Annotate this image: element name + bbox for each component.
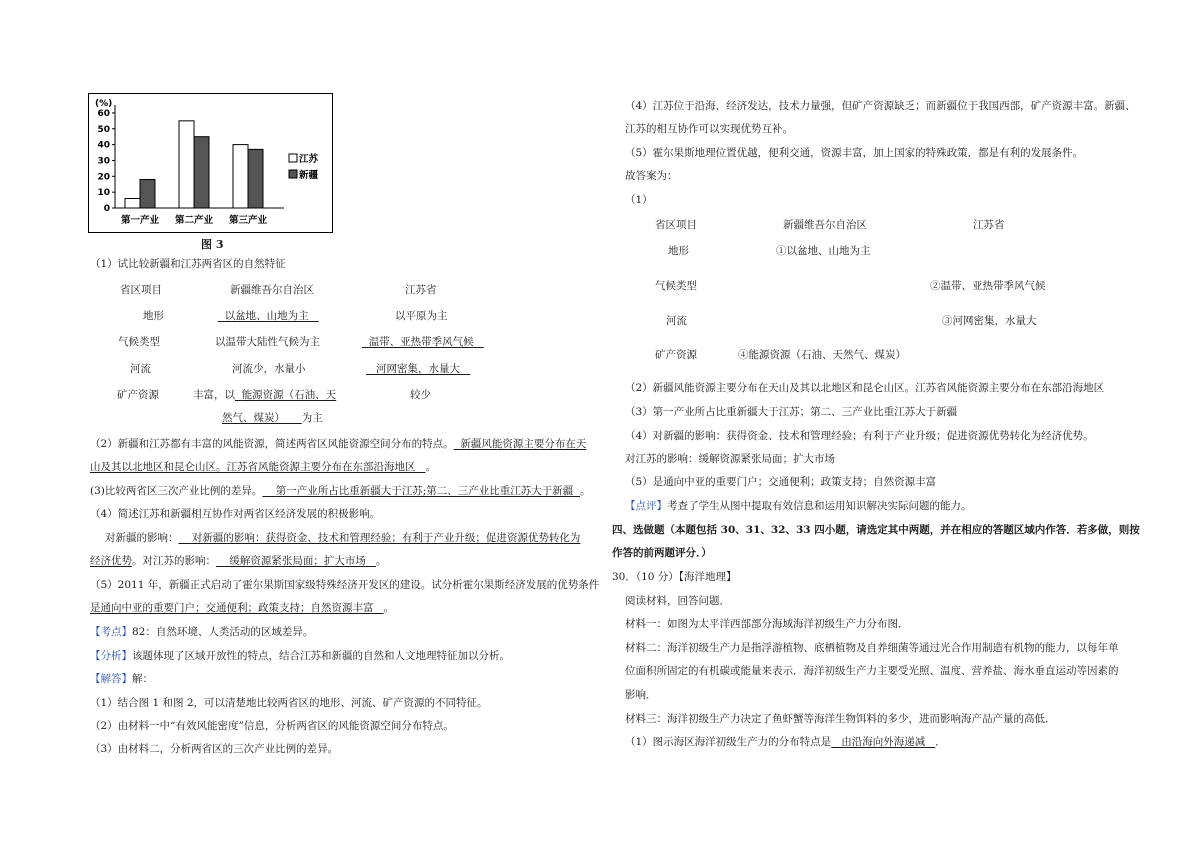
r-table-r1a: 地形 <box>668 245 689 257</box>
kaodian: 【考点】82：自然环境、人类活动的区域差异。 <box>90 626 314 638</box>
legend-label: 江苏 <box>299 154 319 165</box>
table-header-item: 省区项目 <box>120 284 162 296</box>
r-answer-5: （5）是通向中亚的重要门户；交通便利；政策支持；自然资源丰富 <box>625 476 937 488</box>
r-table-h1: 省区项目 <box>655 219 697 231</box>
table-header-xinjiang: 新疆维吾尔自治区 <box>230 284 314 296</box>
question-4-jiangsu: 经济优势。对江苏的影响： 缓解资源紧张局面；扩大市场 。 <box>90 555 387 567</box>
jieda: 【解答】解： <box>90 673 153 685</box>
material-1: 材料一：如图为太平洋西部部分海域海洋初级生产力分布图． <box>625 618 909 630</box>
read-instruction: 阅读材料，回答问题． <box>625 595 730 607</box>
section-4-title-cont: 作答的前两题评分．） <box>612 547 712 559</box>
r-table-r4a: 矿产资源 <box>655 349 697 361</box>
row-terrain-label: 地形 <box>143 310 164 322</box>
bar-jiangsu <box>179 121 194 208</box>
y-tick-label: 30 <box>97 156 110 167</box>
question-30-1: （1）图示海区海洋初级生产力的分布特点是 由沿海向外海递减 ． <box>625 736 946 748</box>
bar-xinjiang <box>194 137 209 208</box>
r-answer-4: （4）对新疆的影响：获得资金、技术和管理经验；有利于产业升级；促进资源优势转化为经济优势。 <box>625 430 1094 442</box>
answer-2: （2）由材料一中“有效风能密度”信息，分析两省区的风能资源空间分布特点。 <box>90 720 454 732</box>
row-terrain-xinjiang: 以盆地、山地为主 <box>224 310 309 322</box>
row-river-xinjiang: 河流少，水量小 <box>232 363 306 375</box>
question-5-answer: 是通向中亚的重要门户；交通便利；政策支持；自然资源丰富 。 <box>90 602 395 614</box>
row-mineral-jiangsu: 较少 <box>410 389 431 401</box>
row-river-label: 河流 <box>130 363 151 375</box>
x-category-label: 第三产业 <box>228 215 268 226</box>
material-2-line2: 位面积所固定的有机碳或能量来表示．海洋初级生产力主要受光照、温度、营养盐、海水垂直运动等因素的 <box>625 665 1119 677</box>
row-climate-xinjiang: 以温带大陆性气候为主 <box>215 336 320 348</box>
y-tick-label: 20 <box>97 172 110 183</box>
question-30: 30．（10 分）【海洋地理】 <box>612 571 737 583</box>
y-tick-label: 10 <box>97 188 110 199</box>
material-2-line3: 影响． <box>625 689 657 701</box>
r-answer-1: （1） <box>625 194 653 206</box>
y-tick-label: 50 <box>97 124 110 135</box>
bar-xinjiang <box>248 149 263 208</box>
r-table-r1b: ①以盆地、山地为主 <box>776 245 871 257</box>
r-table-h2: 新疆维吾尔自治区 <box>783 219 867 231</box>
bar-xinjiang <box>140 179 155 208</box>
bar-jiangsu <box>125 198 140 208</box>
row-mineral-label: 矿产资源 <box>117 389 159 401</box>
section-4-title: 四、选做题（本题包括 30、31、32、33 四小题，请选定其中两题，并在相应的答题区域内作答．若多做，则按 <box>612 524 1140 536</box>
row-climate-jiangsu: 温带、亚热带季风气候 <box>368 336 474 348</box>
question-1: （1）试比较新疆和江苏两省区的自然特征 <box>90 258 286 270</box>
question-5: （5）2011 年，新疆正式启动了霍尔果斯国家级特殊经济开发区的建设。试分析霍尔果斯经济发展的优势条件 <box>90 579 600 591</box>
table-header-jiangsu: 江苏省 <box>405 284 437 296</box>
x-category-label: 第一产业 <box>120 215 160 226</box>
question-3: (3)比较两省区三次产业比例的差异。 第一产业所占比重新疆大于江苏;第二、三产业比重江苏大于新疆 。 <box>90 485 591 497</box>
chart-svg <box>89 94 332 232</box>
y-tick-label: 0 <box>103 204 110 214</box>
material-3: 材料三：海洋初级生产力决定了鱼虾蟹等海洋生物饵料的多少，进而影响海产品产量的高低． <box>625 713 1056 725</box>
r-table-r4b: ④能源资源（石油、天然气、煤炭） <box>738 349 906 361</box>
bar-jiangsu <box>233 145 248 208</box>
r-line-3: （5）霍尔果斯地理位置优越，便利交通，资源丰富，加上国家的特殊政策，都是有利的发展条件。 <box>625 147 1084 159</box>
legend-swatch <box>289 154 297 162</box>
material-2-line1: 材料二：海洋初级生产力是指浮游植物、底栖植物及自养细菌等通过光合作用制造有机物的能力，以每年单 <box>625 642 1119 654</box>
r-table-r2b: ②温带、亚热带季风气候 <box>930 280 1046 292</box>
r-table-r3b: ③河网密集，水量大 <box>942 315 1037 327</box>
question-2-answer: 山及其以北地区和昆仑山区。江苏省风能资源主要分布在东部沿海地区 。 <box>90 461 437 473</box>
row-climate-label: 气候类型 <box>118 336 160 348</box>
figure-label: 图 3 <box>201 238 224 251</box>
question-4-xinjiang: 对新疆的影响： 对新疆的影响：获得资金、技术和管理经验；有利于产业升级；促进资源优势转化为 <box>105 532 581 544</box>
row-terrain-jiangsu: 以平原为主 <box>395 310 448 322</box>
legend-swatch <box>289 170 297 178</box>
legend-label: 新疆 <box>299 170 319 181</box>
row-river-jiangsu: 河网密集，水量大 <box>376 363 461 375</box>
x-category-label: 第二产业 <box>174 215 214 226</box>
industry-bar-chart <box>88 93 333 233</box>
row-mineral-xinjiang: 丰富，以 能源资源（石油、天 <box>193 389 337 401</box>
chart-ylabel: (%) <box>95 99 113 109</box>
r-answer-heading: 故答案为： <box>625 170 678 182</box>
answer-1: （1）结合图 1 和图 2，可以清楚地比较两省区的地形、河流、矿产资源的不同特征。 <box>90 697 488 709</box>
dianping: 【点评】考查了学生从图中提取有效信息和运用知识解决实际问题的能力。 <box>625 500 972 512</box>
y-tick-label: 40 <box>97 140 110 151</box>
r-answer-3: （3）第一产业所占比重新疆大于江苏；第二、三产业比重江苏大于新疆 <box>625 406 958 418</box>
question-4: （4）简述江苏和新疆相互协作对两省区经济发展的积极影响。 <box>90 508 381 520</box>
fenxi: 【分析】该题体现了区域开放性的特点，结合江苏和新疆的自然和人文地理特征加以分析。 <box>90 650 510 662</box>
r-table-r2a: 气候类型 <box>655 280 697 292</box>
r-table-h3: 江苏省 <box>973 219 1005 231</box>
r-line-2: 江苏的相互协作可以实现优势互补。 <box>625 123 793 135</box>
y-tick-label: 60 <box>97 108 110 119</box>
question-2: （2）新疆和江苏都有丰富的风能资源，简述两省区风能资源空间分布的特点。 新疆风能资源主要分布在天 <box>90 438 587 450</box>
row-mineral-xinjiang-cont: 然气、煤炭） 为主 <box>222 412 323 424</box>
r-answer-4b: 对江苏的影响：缓解资源紧张局面；扩大市场 <box>625 453 835 465</box>
r-table-r3a: 河流 <box>666 315 687 327</box>
r-answer-2: （2）新疆风能资源主要分布在天山及其以北地区和昆仑山区。江苏省风能资源主要分布在东部沿海地区 <box>625 382 1105 394</box>
r-line-1: （4）江苏位于沿海，经济发达，技术力量强，但矿产资源缺乏；而新疆位于我国西部，矿产资源丰富。新疆、 <box>625 100 1136 112</box>
answer-3: （3）由材料二，分析两省区的三次产业比例的差异。 <box>90 743 339 755</box>
